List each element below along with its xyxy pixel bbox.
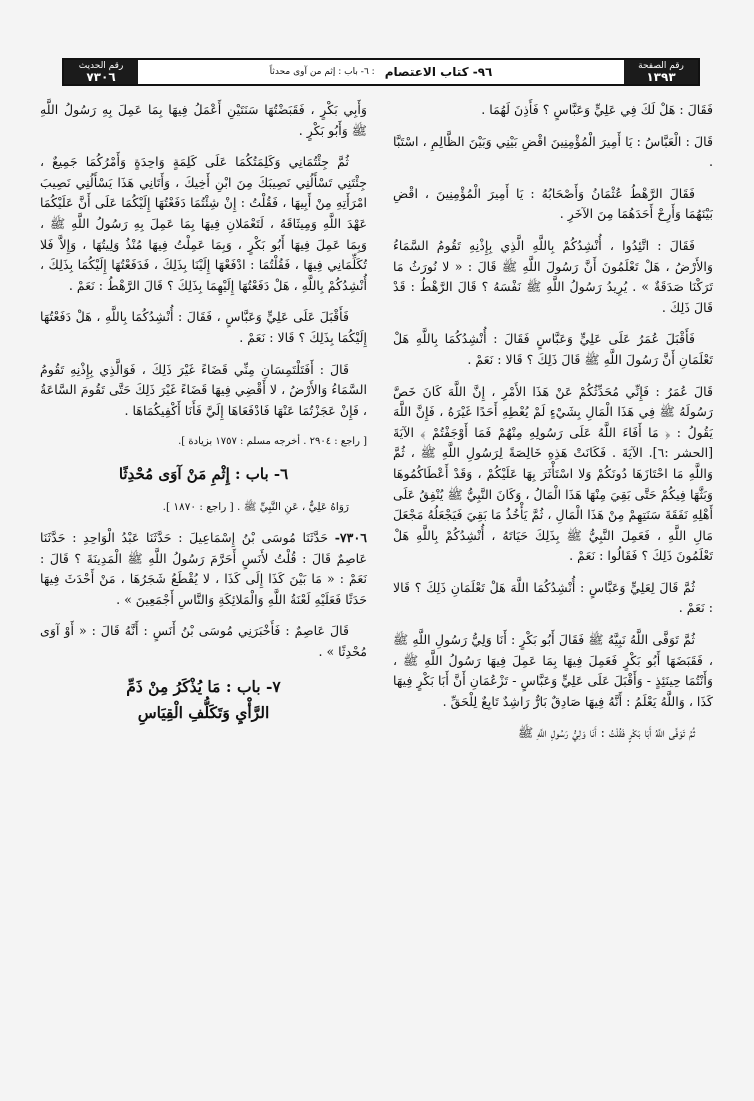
paragraph: ثُمَّ تَوَفَّى اللَّهُ نَبِيَّهُ ﷺ فَقَالَ أَبُو بَكْرٍ : أَنَا وَلِيُّ رَسُولِ اللَّهِ ﷺ ، فَقَبَضَهَا أَبُو بَكْرٍ فَعَمِلَ فِيهَا بِمَا عَمِلَ فِيهَا رَسُولُ اللَّهِ ﷺ ، وَأَنْتُمَا حِينَئِذٍ - وَأَقْبَلَ عَلَى عَلِيٍّ وَعَبَّاسٍ - تَزْعُمَانِ أَنَّ أَبَا بَكْرٍ فِيهَا كَذَا ، وَاللَّهُ يَعْلَمُ : أَنَّهُ فِيهَا صَادِقٌ بَارٌّ رَاشِدٌ تَابِعٌ لِلْحَقِّ . xyxy=(393,632,713,709)
paragraph: قَالَ عَاصِمٌ : فَأَخْبَرَنِي مُوسَى بْنُ أَنَسٍ : أَنَّهُ قَالَ : « أَوْ آوَى مُحْدِثًا » . xyxy=(40,623,367,660)
page-number: ١٣٩٣ xyxy=(646,70,676,84)
paragraph: فَقَالَ : اتَّئِدُوا ، أُنْشِدُكُمْ بِاللَّهِ الَّذِي بِإِذْنِهِ تَقُومُ السَّمَاءُ وَالأَرْضُ ، هَلْ تَعْلَمُونَ أَنَّ رَسُولَ اللَّهِ ﷺ قَالَ : « لا نُورَثُ مَا تَرَكْنَا صَدَقَةٌ » . يُرِيدُ رَسُولُ اللَّهِ ﷺ نَفْسَهُ ؟ قَالَ الرَّهْطُ : قَدْ قَالَ ذَلِكَ . xyxy=(393,237,713,315)
paragraph: وَأَبِي بَكْرٍ ، فَقَبَضْتُهَا سَنَتَيْنِ أَعْمَلُ فِيهَا بِمَا عَمِلَ بِهِ رَسُولُ اللَّهِ ﷺ وَأَبُو بَكْرٍ . xyxy=(40,102,367,138)
paragraph: ثُمَّ قَالَ لِعَلِيٍّ وَعَبَّاسٍ : أُنْشِدُكُمَا اللَّهَ هَلْ تَعْلَمَانِ ذَلِكَ ؟ قَالا : نَعَمْ . xyxy=(393,579,713,616)
chapter-heading-line: ٧- باب : مَا يُذْكَرُ مِنْ ذَمِّ xyxy=(126,676,281,696)
paragraph: ثُمَّ تَوَفَّى اللَّهُ أَبَا بَكْرٍ فَقُلْتُ : أَنَا وَلِيُّ رَسُولِ اللَّهِ ﷺ xyxy=(518,725,695,741)
hadith-number-inline: ٧٣٠٦- xyxy=(334,530,367,546)
hadith-number: ٧٣٠٦ xyxy=(86,70,116,84)
page-number-label: رقم الصفحة xyxy=(638,61,684,71)
paragraph: فَقَالَ الرَّهْطُ عُثْمَانُ وَأَصْحَابُهُ : يَا أَمِيرَ الْمُؤْمِنِينَ ، اقْضِ بَيْنَهُمَا وَأَرِحْ أَحَدَهُمَا مِنَ الآخَرِ . xyxy=(393,185,713,222)
paragraph: فَقَالَ : هَلْ لَكَ فِي عَلِيٍّ وَعَبَّاسٍ ؟ فَأَذِنَ لَهُمَا . xyxy=(481,102,713,117)
paragraph: ثُمَّ جِئْتُمَانِي وَكَلِمَتُكُمَا عَلَى كَلِمَةٍ وَاحِدَةٍ وَأَمْرُكُمَا جَمِيعٌ ، جِئْتَنِي تَسْأَلُنِي نَصِيبَكَ مِنَ ابْنِ أَخِيكَ ، وَأَتَانِي هَذَا يَسْأَلُنِي نَصِيبَ امْرَأَتِهِ مِنْ أَبِيهَا ، فَقُلْتُ : إِنْ شِئْتُمَا دَفَعْتُهَا إِلَيْكُمَا عَلَى أَنَّ عَلَيْكُمَا عَهْدَ اللَّهِ وَمِيثَاقَهُ ، لَتَعْمَلانِ فِيهَا بِمَا عَمِلَ بِهِ رَسُولُ اللَّهِ ﷺ ، وَبِمَا عَمِلَ فِيهَا أَبُو بَكْرٍ ، وَبِمَا عَمِلْتُ فِيهَا مُنْذُ وَلِيتُهَا ، وَإِلاَّ فَلا تُكَلِّمَانِي فِيهَا ، فَقُلْتُمَا : ادْفَعْهَا إِلَيْنَا بِذَلِكَ ، فَدَفَعْتُهَا إِلَيْكُمَا بِذَلِكَ ، أُنْشِدُكُمْ بِاللَّهِ ، هَلْ دَفَعْتُهَا إِلَيْهِمَا بِذَلِكَ ؟ قَالَ الرَّهْطُ : نَعَمْ . xyxy=(40,154,367,293)
left-column xyxy=(40,100,367,726)
reference-note: [ راجع : ٢٩٠٤ . أخرجه مسلم : ١٧٥٧ بزيادة ]. xyxy=(178,436,367,448)
book-title: ٩٦- كتاب الاعتصام xyxy=(384,65,493,79)
paragraph: فَأَقْبَلَ عُمَرُ عَلَى عَلِيٍّ وَعَبَّاسٍ فَقَالَ : أُنْشِدُكُمَا بِاللَّهِ هَلْ تَعْلَمَانِ أَنَّ رَسُولَ اللَّهِ ﷺ قَالَ ذَلِكَ ؟ قَالا : نَعَمْ . xyxy=(393,331,713,367)
hadith-number-label: رقم الحديث xyxy=(78,61,124,71)
hadith-text: حَدَّثَنَا مُوسَى بْنُ إِسْمَاعِيلَ : حَدَّثَنَا عَبْدُ الْوَاحِدِ : حَدَّثَنَا عَاصِمٌ قَالَ : قُلْتُ لأَنَسٍ أَحَرَّمَ رَسُولُ اللَّهِ ﷺ الْمَدِينَةَ ؟ قَالَ : نَعَمْ : « مَا بَيْنَ كَذَا إِلَى كَذَا ، لا يُقْطَعُ شَجَرُهَا ، مَنْ أَحْدَثَ فِيهَا حَدَثًا فَعَلَيْهِ لَعْنَةُ اللَّهِ وَالْمَلائِكَةِ وَالنَّاسِ أَجْمَعِينَ » . xyxy=(40,530,367,607)
hadith-number-box xyxy=(64,60,138,84)
paragraph: فَأَقْبَلَ عَلَى عَلِيٍّ وَعَبَّاسٍ ، فَقَالَ : أُنْشِدُكُمَا بِاللَّهِ ، هَلْ دَفَعْتُهَا إِلَيْكُمَا بِذَلِكَ ؟ قَالا : نَعَمْ . xyxy=(40,309,367,345)
header-title xyxy=(138,60,624,84)
paragraph: قَالَ عُمَرُ : فَإِنِّي مُحَدِّثُكُمْ عَنْ هَذَا الأَمْرِ ، إِنَّ اللَّهَ كَانَ خَصَّ رَسُولَهُ ﷺ فِي هَذَا الْمَالِ بِشَيْءٍ لَمْ يُعْطِهِ أَحَدًا غَيْرَهُ ، فَإِنَّ اللَّهَ يَقُولُ : ﴿ مَا أَفَاءَ اللَّهُ عَلَى رَسُولِهِ مِنْهُمْ فَمَا أَوْجَفْتُمْ ﴾ الآيَةَ [الحشر :٦]. الآيَةَ . فَكَانَتْ هَذِهِ خَالِصَةً لِرَسُولِ اللَّهِ ﷺ ، ثُمَّ وَاللَّهِ مَا احْتَازَهَا دُونَكُمْ وَلا اسْتَأْثَرَ بِهَا عَلَيْكُمْ ، وَقَدْ أَعْطَاكُمُوهَا وَبَثَّهَا فِيكُمْ حَتَّى بَقِيَ مِنْهَا هَذَا الْمَالُ ، وَكَانَ النَّبِيُّ ﷺ يُنْفِقُ عَلَى أَهْلِهِ نَفَقَةَ سَنَتِهِمْ مِنْ هَذَا الْمَالِ ، ثُمَّ يَأْخُذُ مَا بَقِيَ فَيَجْعَلُهُ مَجْعَلَ مَالِ اللَّهِ ، فَعَمِلَ النَّبِيُّ ﷺ بِذَلِكَ حَيَاتَهُ ، أُنْشِدُكُمْ بِاللَّهِ هَلْ تَعْلَمُونَ ذَلِكَ ؟ فَقَالُوا : نَعَمْ . xyxy=(393,383,713,564)
chapter-heading: ٦- باب : إِثْمِ مَنْ آوَى مُحْدِثًا xyxy=(118,464,289,483)
chapter-title: : ٦- باب : إثم من آوى محدثاً xyxy=(269,67,375,77)
page-number-box xyxy=(624,60,698,84)
paragraph: قَالَ : أَفَتَلْتَمِسَانِ مِنِّي قَضَاءً غَيْرَ ذَلِكَ ، فَوَالَّذِي بِإِذْنِهِ تَقُومُ السَّمَاءُ وَالأَرْضُ ، لا أَقْضِي فِيهَا قَضَاءً غَيْرَ ذَلِكَ حَتَّى تَقُومَ السَّاعَةُ ، فَإِنْ عَجَزْتُمَا عَنْهَا فَادْفَعَاهَا إِلَيَّ فَأَنَا أَكْفِيكُمَاهَا . xyxy=(40,361,367,418)
chapter-heading xyxy=(40,674,367,726)
paragraph: قَالَ : الْعَبَّاسُ : يَا أَمِيرَ الْمُؤْمِنِينَ اقْضِ بَيْنِي وَبَيْنَ الظَّالِمِ ، اسْتَبَّا . xyxy=(393,133,713,170)
chapter-note: رَوَاهُ عَلِيٌّ ، عَنِ النَّبِيِّ ﷺ . [ راجع : ١٨٧٠ ]. xyxy=(162,500,349,513)
hadith-paragraph xyxy=(40,528,367,610)
right-column xyxy=(393,100,713,755)
page-header xyxy=(62,58,700,86)
chapter-heading-line: الرَّأْيِ وَتَكَلُّفِ الْقِيَاسِ xyxy=(137,702,270,722)
